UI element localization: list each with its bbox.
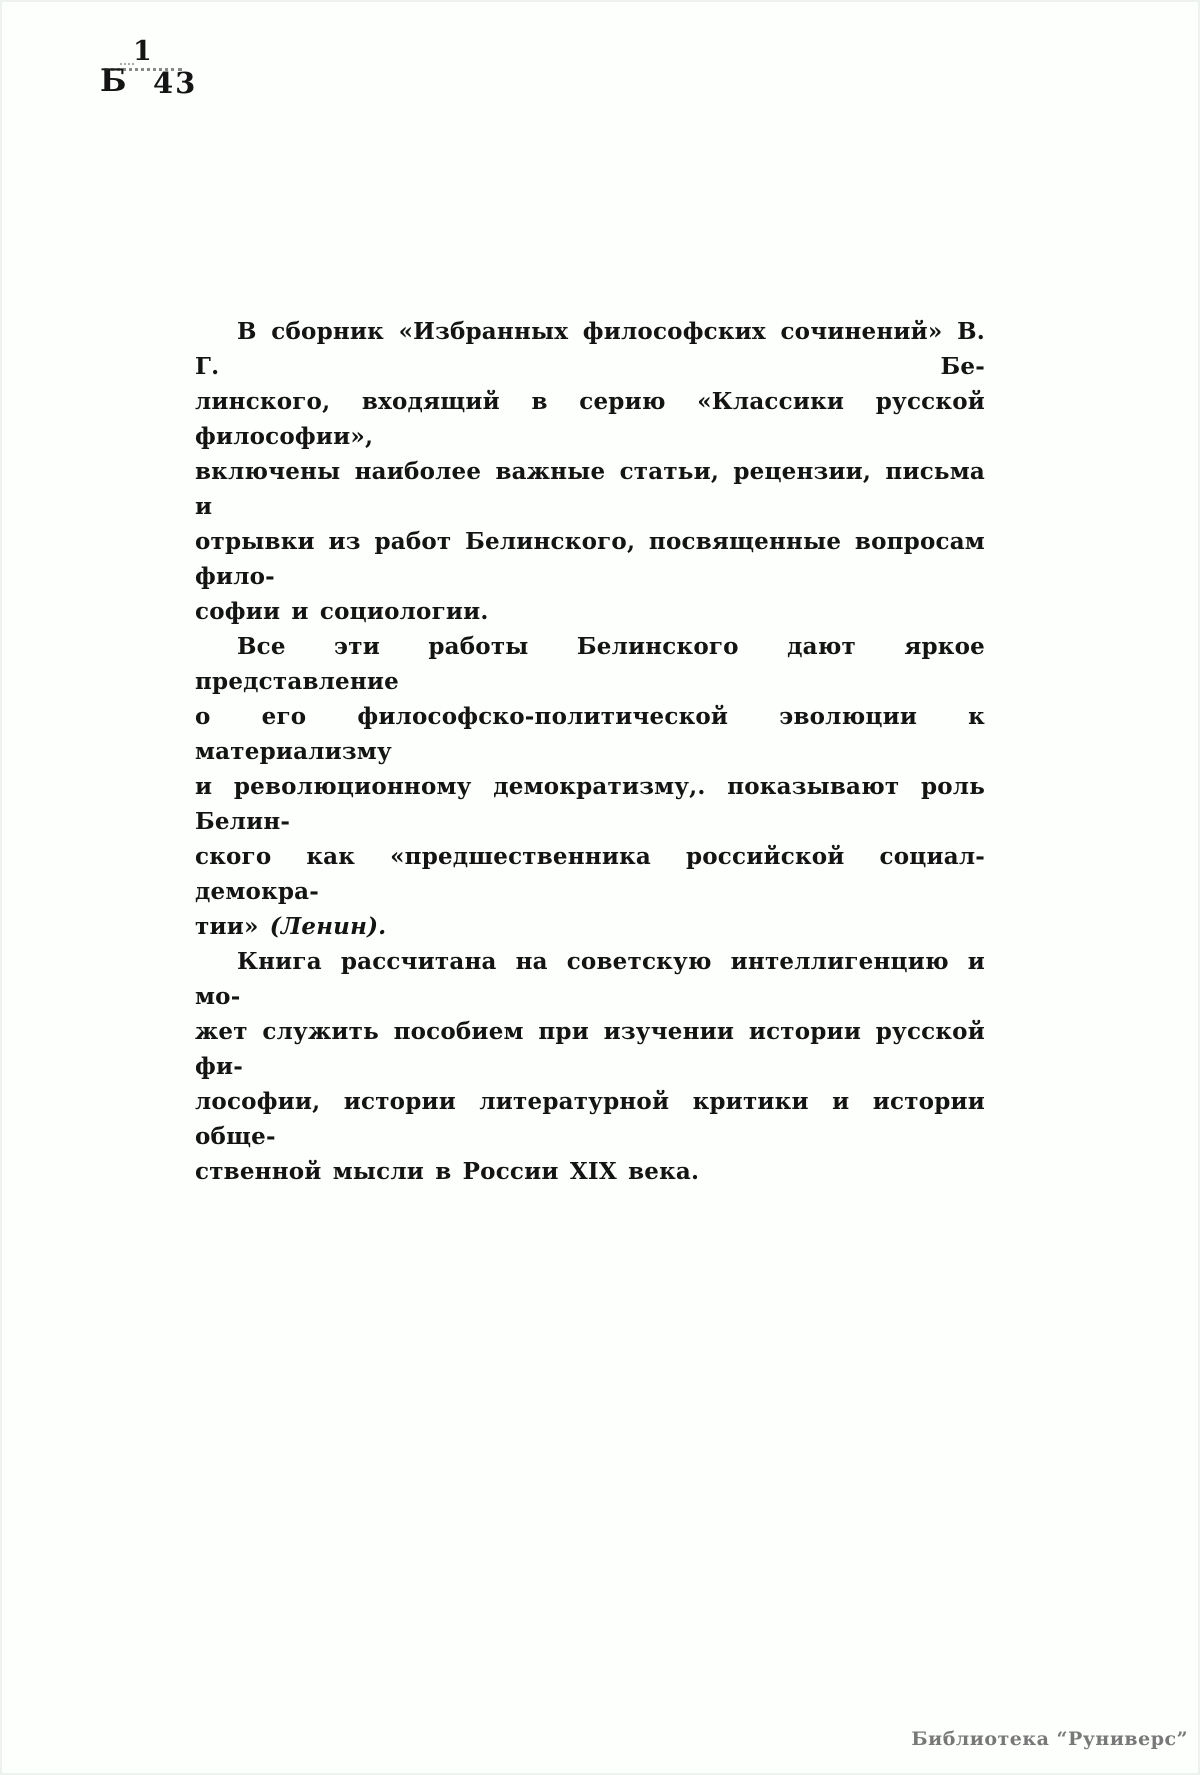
text-line: Все эти работы Белинского дают яркое представление — [195, 633, 985, 695]
annotation-text — [195, 314, 985, 1189]
text-line: о его философско-политической эволюции к материализму — [195, 703, 985, 765]
text-segment: тии» — [195, 913, 270, 940]
scan-artifact — [104, 68, 182, 71]
library-mark-number: 43 — [153, 66, 198, 100]
text-line: включены наиболее важные статьи, рецензии, письма и — [195, 458, 985, 520]
text-line: линского, входящий в серию «Классики русской философии», — [195, 388, 985, 450]
text-line — [195, 909, 985, 944]
scan-artifact — [120, 63, 134, 65]
text-line: жет служить пособием при изучении истории русской фи- — [195, 1018, 985, 1080]
watermark: Библиотека “Руниверс” — [911, 1728, 1188, 1750]
library-mark-letter: Б — [100, 63, 127, 99]
text-line: Книга рассчитана на советскую интеллигенцию и мо- — [195, 948, 985, 1010]
library-mark-digit: 1 — [133, 36, 152, 67]
text-line: ского как «предшественника российской социал-демокра- — [195, 843, 985, 905]
text-line: софии и социологии. — [195, 598, 489, 625]
text-line: отрывки из работ Белинского, посвященные вопросам фило- — [195, 528, 985, 590]
text-line: В сборник «Избранных философских сочинений» В. Г. Бе- — [195, 318, 985, 380]
text-line: лософии, истории литературной критики и истории обще- — [195, 1088, 985, 1150]
text-line: ственной мысли в России XIX века. — [195, 1158, 700, 1185]
text-line: и революционному демократизму,. показывают роль Белин- — [195, 773, 985, 835]
text-segment-italic: (Ленин). — [269, 913, 387, 940]
